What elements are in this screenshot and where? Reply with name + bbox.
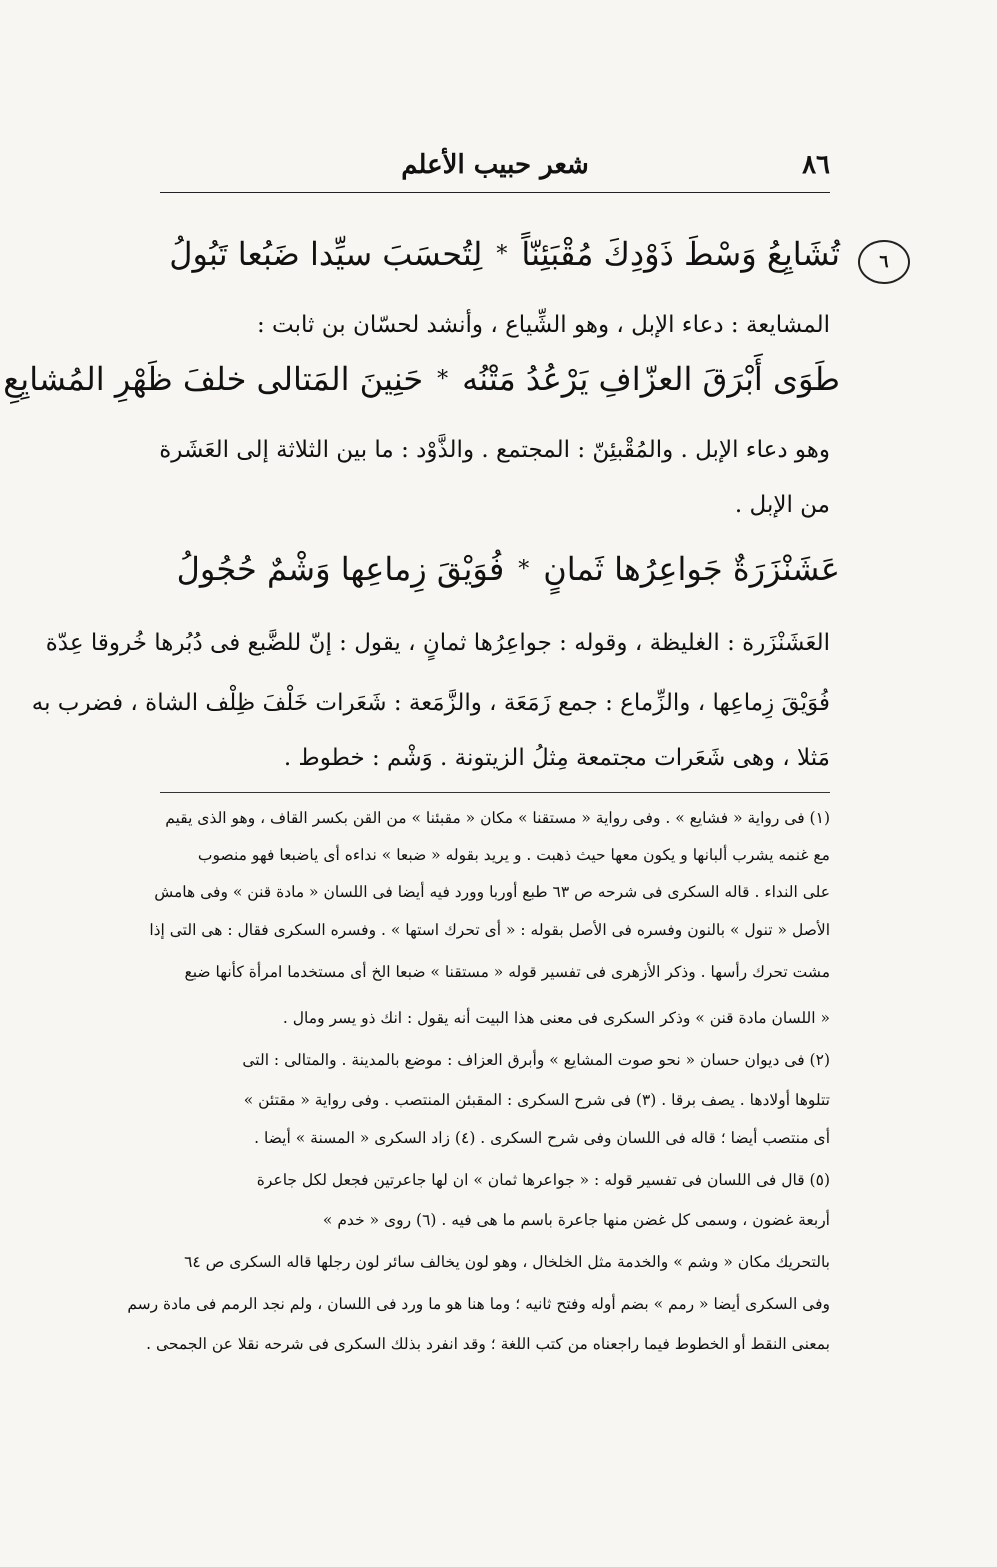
header-rule <box>160 192 830 193</box>
page-header <box>160 150 830 190</box>
footnote-line: بالتحريك مكان « وشم » والخدمة مثل الخلخال ، وهو لون يخالف سائر لون رجلها قاله السكرى ص ٦٤ <box>184 1253 830 1271</box>
poem-number-badge: ٦ <box>858 240 910 284</box>
footnote-line: (٥) قال فى اللسان فى تفسير قوله : « جواعرها ثمان » ان لها جاعرتين فجعل لكل جاعرة <box>256 1171 830 1189</box>
verse-2-hemistich-2: حَنِينَ المَتالى خلفَ ظَهْرِ المُشايِعِ <box>3 360 424 398</box>
footnote-line: الأصل « تنول » بالنون وفسره فى الأصل بقوله : « أى تحرك استها » . وفسره السكرى فقال : هى التى إذا <box>149 921 830 939</box>
footnote-line: أى منتصب أيضا ؛ قاله فى اللسان وفى شرح السكرى . (٤) زاد السكرى « المسنة » أيضا . <box>254 1129 830 1147</box>
footnote-line: وفى السكرى أيضا « رمم » بضم أوله وفتح ثانيه ؛ وما هنا هو ما ورد فى اللسان ، ولم نجد الرمم فى مادة رسم <box>127 1295 830 1313</box>
footnote-line: مع غنمه يشرب ألبانها و يكون معها حيث ذهبت . و يريد بقوله « ضبعا » نداءه أى ياضبعا فهو منصوب <box>197 846 830 864</box>
footnote-line: (١) فى رواية « فشايع » . وفى رواية « مستقنا » مكان « مقبئنا » من القن بكسر القاف ، وهو الذى يقيم <box>165 809 830 827</box>
verse-separator: * <box>496 241 508 267</box>
commentary-line: مَثلا ، وهى شَعَرات مجتمعة مِثلُ الزيتونة . وَشْم : خطوط . <box>283 745 830 771</box>
commentary-line: من الإبل . <box>734 492 830 518</box>
verse-separator: * <box>518 556 530 582</box>
verse-separator: * <box>437 366 449 392</box>
footnote-rule <box>160 792 830 793</box>
footnote-line: تتلوها أولادها . يصف برقا . (٣) فى شرح السكرى : المقبئن المنتصب . وفى رواية « مقتئن » <box>243 1091 830 1109</box>
commentary-line: العَشَنْزَرة : الغليظة ، وقوله : جواعِرُها ثمانٍ ، يقول : إنّ للضَّبع فى دُبُرها خُروقا عِدّة <box>45 630 830 656</box>
verse-1-hemistich-2: لِتُحسَبَ سيِّدا ضَبُعا تَبُولُ <box>169 235 483 273</box>
verse-3-hemistich-2: فُوَيْقَ زِماعِها وَشْمٌ حُجُولُ <box>176 550 505 588</box>
footnote-line: « اللسان مادة قنن » وذكر السكرى فى معنى هذا البيت أنه يقول : انك ذو يسر ومال . <box>282 1009 830 1027</box>
footnote-line: بمعنى النقط أو الخطوط فيما راجعناه من كتب اللغة ؛ وقد انفرد بذلك السكرى فى شرحه نقلا عن الجمحى . <box>146 1335 830 1353</box>
commentary-line: وهو دعاء الإبل . والمُقْبئِنّ : المجتمع . والذَّوْد : ما بين الثلاثة إلى العَشَرة <box>159 437 830 463</box>
verse-3 <box>176 550 840 588</box>
footnote-line: أربعة غضون ، وسمى كل غضن منها جاعرة باسم ما هى فيه . (٦) روى « خدم » <box>322 1211 830 1229</box>
footnote-line: مشت تحرك رأسها . وذكر الأزهرى فى تفسير قوله « مستقنا » ضبعا الخ أى مستخدما امرأة كأنها ضبع <box>184 963 830 981</box>
verse-3-hemistich-1: عَشَنْزَرَةٌ جَواعِرُها ثَمانٍ <box>543 550 840 588</box>
commentary-line: فُوَيْقَ زِماعِها ، والزِّماع : جمع زَمَعَة ، والزَّمَعة : شَعَرات خَلْفَ ظِلْف الشاة ، فضرب به <box>31 690 830 716</box>
running-title: شعر حبيب الأعلم <box>401 150 589 180</box>
verse-1 <box>169 235 840 273</box>
verse-2-hemistich-1: طَوَى أَبْرَقَ العزّافِ يَرْعُدُ مَتْنُه <box>462 360 840 398</box>
verse-2 <box>3 360 840 398</box>
verse-1-hemistich-1: تُشَايِعُ وَسْطَ ذَوْدِكَ مُقْبَئِنّاً <box>521 235 840 273</box>
footnote-line: على النداء . قاله السكرى فى شرحه ص ٦٣ طبع أوربا وورد فيه أيضا فى اللسان « مادة قنن » وفى هامش <box>154 883 830 901</box>
page-number: ٨٦ <box>802 150 830 180</box>
footnote-line: (٢) فى ديوان حسان « نحو صوت المشايع » وأبرق العزاف : موضع بالمدينة . والمتالى : التى <box>242 1051 830 1069</box>
commentary-line: المشايعة : دعاء الإبل ، وهو الشِّياع ، وأنشد لحسّان بن ثابت : <box>256 312 830 338</box>
